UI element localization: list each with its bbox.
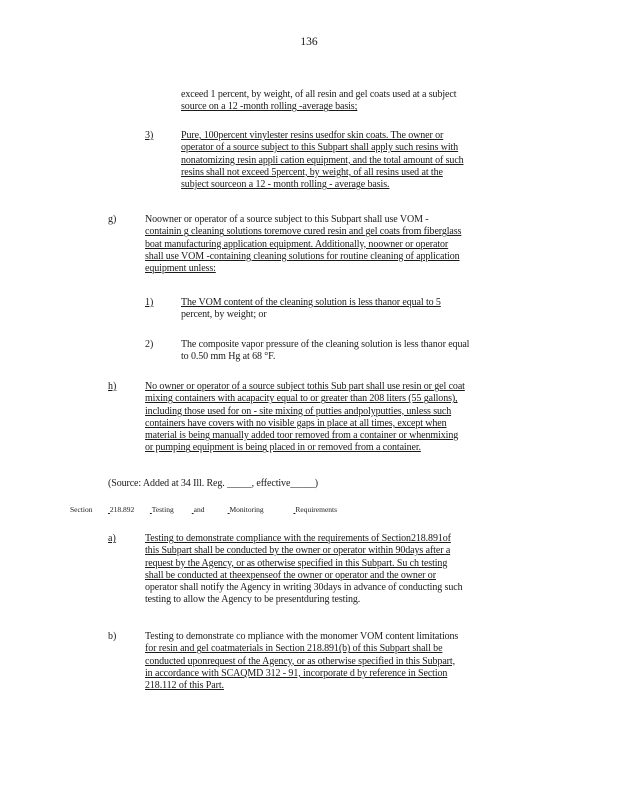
text-line: in accordance with SCAQMD 312 - 91, incorporate d by reference in Section <box>145 667 448 679</box>
text-line: nonatomizing resin appli cation equipment, and the total amount of such <box>181 154 464 166</box>
text-line: Testing to demonstrate co mpliance with the monomer VOM content limitations <box>145 631 459 642</box>
text-line: or pumping equipment is being placed in or removed from a container. <box>145 442 421 454</box>
item-g2-text <box>181 339 469 364</box>
text-line: Pure, 100percent vinylester resins usedfor skin coats. The owner or <box>181 130 444 141</box>
continued-paragraph <box>181 89 456 114</box>
text-line: for resin and gel coatmaterials in Section 218.891(b) of this Subpart shall be <box>145 643 443 655</box>
text-line: percent, by weight; or <box>181 309 267 321</box>
item-b-label: b) <box>108 631 117 642</box>
text-line: mixing containers with acapacity equal to or greater than 208 liters (55 gallons), <box>145 393 458 405</box>
section-word: Section <box>70 505 93 514</box>
text-line: resins shall not exceed 5percent, by weight, of all resins used at the <box>181 166 443 178</box>
item-a-text <box>145 533 462 607</box>
text-line: exceed 1 percent, by weight, of all resin and gel coats used at a subject <box>181 89 457 100</box>
text-line: No owner or operator of a source subject tothis Sub part shall use resin or gel coat <box>145 381 465 392</box>
text-line: operator of a source subject to this Subpart shall apply such resins with <box>181 142 459 154</box>
item-b-text <box>145 631 458 692</box>
text-line: The VOM content of the cleaning solution is less thanor equal to 5 <box>181 297 441 308</box>
text-line: subject sourceon a 12 - month rolling - average basis. <box>181 179 390 191</box>
text-line: conducted uponrequest of the Agency, or as otherwise specified in this Subpart, <box>145 655 455 667</box>
source-note <box>108 478 318 490</box>
item-3-text <box>181 130 464 191</box>
text-line: to 0.50 mm Hg at 68 °F. <box>181 351 276 363</box>
text-line: equipment unless: <box>145 263 216 275</box>
item-g1-text <box>181 297 441 322</box>
text-line: boat manufacturing application equipment. Additionally, noowner or operator <box>145 238 449 250</box>
item-h-text <box>145 381 465 455</box>
text-line: 218.112 of this Part. <box>145 680 224 692</box>
text-line: testing to allow the Agency to be presentduring testing. <box>145 594 361 606</box>
text-line: this Subpart shall be conducted by the owner or operator within 90days after a <box>145 545 451 557</box>
text-line: Testing to demonstrate compliance with the requirements of Section218.891of <box>145 533 451 544</box>
text-line: shall use VOM -containing cleaning solutions for routine cleaning of application <box>145 250 460 262</box>
text-line: containers have covers with no visible gaps in place at all times, except when <box>145 417 447 429</box>
text-line: (Source: Added at 34 Ill. Reg. _____, effective_____) <box>108 478 319 489</box>
section-title-word: Testing <box>151 505 174 514</box>
section-title-word: and <box>193 505 205 514</box>
section-title-word: Monitoring <box>229 505 264 514</box>
section-number: 218.892 <box>109 505 135 514</box>
item-a-label: a) <box>108 533 116 544</box>
text-line: operator shall notify the Agency in writing 30days in advance of conducting such <box>145 582 463 594</box>
item-g1-label: 1) <box>145 297 154 308</box>
item-g-label: g) <box>108 214 117 225</box>
text-line: material is being manually added toor removed from a container or whenmixing <box>145 430 459 442</box>
text-line: containin g cleaning solutions toremove cured resin and gel coats from fiberglass <box>145 226 462 238</box>
text-line: The composite vapor pressure of the cleaning solution is less thanor equal <box>181 339 470 350</box>
text-line: shall be conducted at theexpenseof the owner or operator and the owner or <box>145 569 436 581</box>
item-3-label: 3) <box>145 130 154 141</box>
text-line: source on a 12 -month rolling -average basis; <box>181 101 358 113</box>
page-number: 136 <box>300 36 318 48</box>
text-line: Noowner or operator of a source subject to this Subpart shall use VOM - <box>145 214 429 225</box>
text-line: including those used for on - site mixing of putties andpolyputties, unless such <box>145 405 452 417</box>
text-line: request by the Agency, or as otherwise specified in this Subpart. Su ch testing <box>145 557 448 569</box>
item-g-text <box>145 214 461 275</box>
item-g2-label: 2) <box>145 339 154 350</box>
item-h-label: h) <box>108 381 117 392</box>
section-title-word: Requirements <box>295 505 338 514</box>
section-heading <box>70 505 337 515</box>
